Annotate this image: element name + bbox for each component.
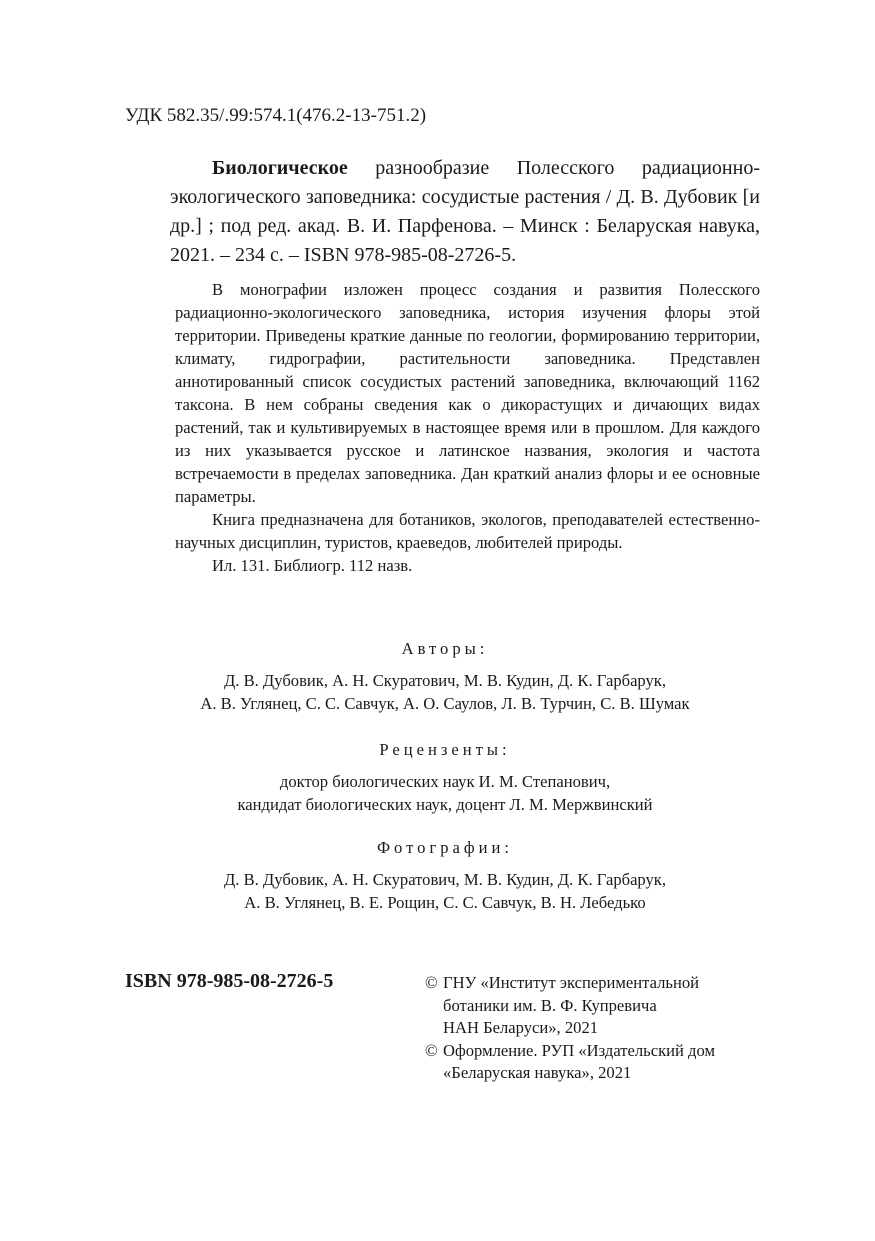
copyright-text: ботаники им. В. Ф. Купревича (443, 995, 657, 1015)
bibliographic-description: разнообразие Полесского радиационно-экологического заповедника: сосудистые растения / Д. В. Дубовик [и др.] ; под ред. акад. В. И. Парфенова. – Минск : Беларуская навука, 2021. – 234 с. – ISBN 978-985-08-2726-5. (170, 157, 760, 266)
annotation-paragraph: В монографии изложен процесс создания и развития Полесского радиационно-экологического заповедника, история изучения флоры этой территории. Приведены краткие данные по геологии, формированию территории, климату, гидрографии, растительности заповедника. Представлен аннотированный список сосудистых растений заповедника, включающий 1162 таксона. В нем собраны сведения как о дикорастущих и дичающих видах растений, так и культивируемых в настоящее время или в прошлом. Для каждого из них указывается русское и латинское названия, экология и частота встречаемости в пределах заповедника. Дан краткий анализ флоры и ее основные параметры. (175, 280, 760, 506)
reviewers-block (125, 738, 765, 816)
copyright-sign: © (425, 973, 438, 992)
copyright-entry (425, 1040, 785, 1085)
annotation-audience: Книга предназначена для ботаников, экологов, преподавателей естественно-научных дисциплин, туристов, краеведов, любителей природы. (175, 510, 760, 552)
authors-line: Д. В. Дубовик, А. Н. Скуратович, М. В. Кудин, Д. К. Гарбарук, (223, 671, 667, 690)
copyright-text: ГНУ «Институт экспериментальной (443, 973, 700, 992)
udk-code: УДК 582.35/.99:574.1(476.2-13-751.2) (125, 105, 427, 126)
bibliographic-record (170, 154, 760, 270)
authors-block (125, 637, 765, 715)
reviewer-line: кандидат биологических наук, доцент Л. М. Мержвинский (237, 795, 653, 814)
authors-line: А. В. Углянец, С. С. Савчук, А. О. Саулов, Л. В. Турчин, С. В. Шумак (200, 694, 690, 713)
photos-heading: Фотографии: (376, 838, 514, 857)
annotation (175, 278, 760, 577)
copyright-block (425, 972, 785, 1085)
isbn-number: ISBN 978-985-08-2726-5 (125, 970, 334, 992)
copyright-text: «Беларуская навука», 2021 (443, 1063, 632, 1082)
copyright-entry (425, 972, 785, 1040)
reviewers-heading: Рецензенты: (379, 740, 511, 759)
photographers-line: А. В. Углянец, В. Е. Рощин, С. С. Савчук, В. Н. Лебедько (244, 893, 646, 912)
reviewer-line: доктор биологических наук И. М. Степанович, (279, 772, 611, 791)
photographers-line: Д. В. Дубовик, А. Н. Скуратович, М. В. Кудин, Д. К. Гарбарук, (223, 870, 667, 889)
bibliographic-lead-word: Биологическое (212, 157, 348, 179)
copyright-text: НАН Беларуси», 2021 (443, 1018, 599, 1037)
copyright-text: Оформление. РУП «Издательский дом (443, 1040, 715, 1060)
authors-heading: Авторы: (401, 639, 489, 658)
photos-block (125, 836, 765, 914)
copyright-sign: © (425, 1040, 438, 1060)
annotation-illustrations: Ил. 131. Библиогр. 112 назв. (212, 556, 413, 575)
